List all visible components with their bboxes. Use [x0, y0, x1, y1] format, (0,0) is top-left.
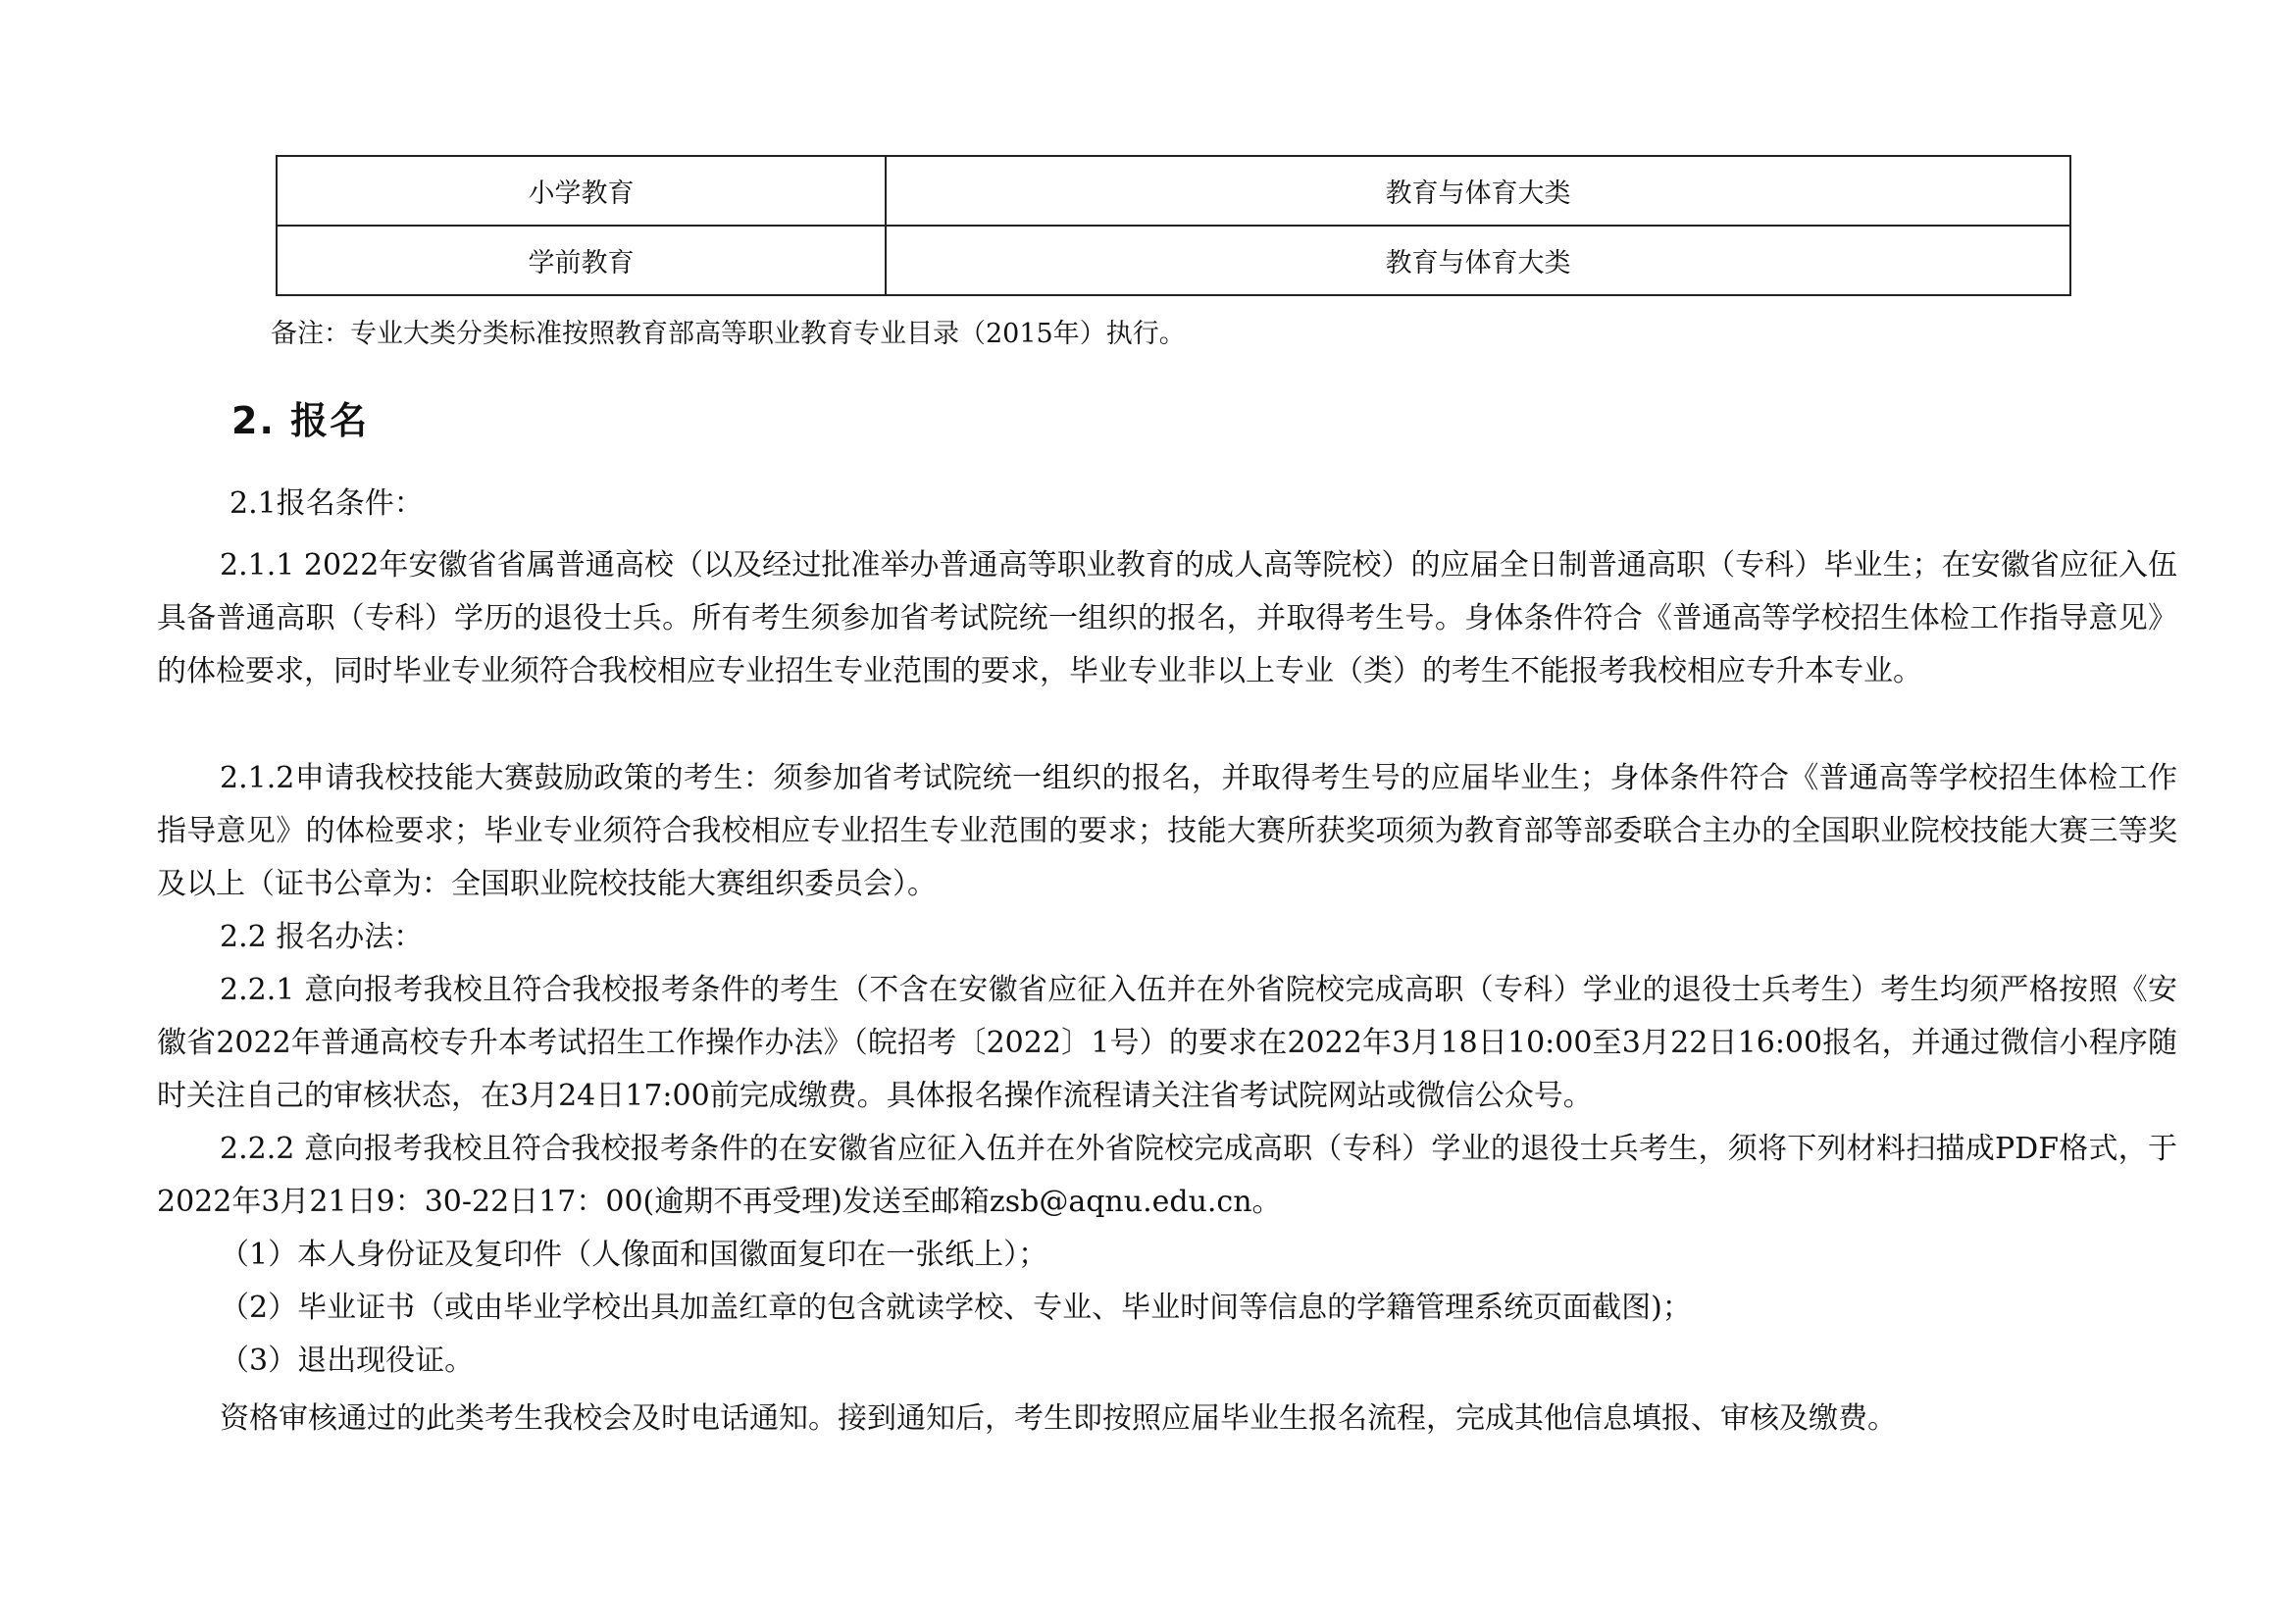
subsection-title-method: 2.2 报名办法： [220, 920, 424, 954]
major-category-table [276, 155, 2071, 296]
material-item: （1）本人身份证及复印件（人像面和国徽面复印在一张纸上）； [220, 1238, 1048, 1272]
table-cell-major: 学前教育 [277, 226, 886, 295]
section-heading: 2. 报名 [231, 399, 370, 442]
table-cell-major: 小学教育 [277, 156, 886, 226]
closing-paragraph: 资格审核通过的此类考生我校会及时电话通知。接到通知后，考生即按照应届毕业生报名流程，完成其他信息填报、审核及缴费。 [220, 1401, 1897, 1436]
table-cell-category: 教育与体育大类 [886, 156, 2070, 226]
table-row [277, 226, 2070, 295]
material-item: （3）退出现役证。 [220, 1344, 475, 1378]
material-item: （2）毕业证书（或由毕业学校出具加盖红章的包含就读学校、专业、毕业时间等信息的学籍管理系统页面截图)； [220, 1291, 1692, 1325]
table-footnote: 备注：专业大类分类标准按照教育部高等职业教育专业目录（2015年）执行。 [271, 319, 1186, 349]
table-row [277, 156, 2070, 226]
table-cell-category: 教育与体育大类 [886, 226, 2070, 295]
paragraph-2-1-1: 2.1.1 2022年安徽省省属普通高校（以及经过批准举办普通高等职业教育的成人高等院校）的应届全日制普通高职（专科）毕业生；在安徽省应征入伍具备普通高职（专科）学历的退役士兵。所有考生须参加省考试院统一组织的报名，并取得考生号。身体条件符合《普通高等学校招生体检工作指导意见》的体检要求，同时毕业专业须符合我校相应专业招生专业范围的要求，毕业专业非以上专业（类）的考生不能报考我校相应专升本专业。 [157, 548, 2177, 688]
paragraph-2-1-2: 2.1.2申请我校技能大赛鼓励政策的考生：须参加省考试院统一组织的报名，并取得考生号的应届毕业生；身体条件符合《普通高等学校招生体检工作指导意见》的体检要求；毕业专业须符合我校相应专业招生专业范围的要求；技能大赛所获奖项须为教育部等部委联合主办的全国职业院校技能大赛三等奖及以上（证书公章为：全国职业院校技能大赛组织委员会）。 [157, 761, 2177, 901]
paragraph-2-2-1: 2.2.1 意向报考我校且符合我校报考条件的考生（不含在安徽省应征入伍并在外省院校完成高职（专科）学业的退役士兵考生）考生均须严格按照《安徽省2022年普通高校专升本考试招生工作操作办法》（皖招考〔2022〕1号）的要求在2022年3月18日10:00至3月22日16:00报名，并通过微信小程序随时关注自己的审核状态，在3月24日17:00前完成缴费。具体报名操作流程请关注省考试院网站或微信公众号。 [157, 973, 2177, 1113]
paragraph-2-2-2: 2.2.2 意向报考我校且符合我校报考条件的在安徽省应征入伍并在外省院校完成高职（专科）学业的退役士兵考生，须将下列材料扫描成PDF格式，于2022年3月21日9：30-22日17：00(逾期不再受理)发送至邮箱zsb@aqnu.edu.cn。 [157, 1132, 2177, 1219]
subsection-title-conditions: 2.1报名条件： [230, 486, 424, 521]
